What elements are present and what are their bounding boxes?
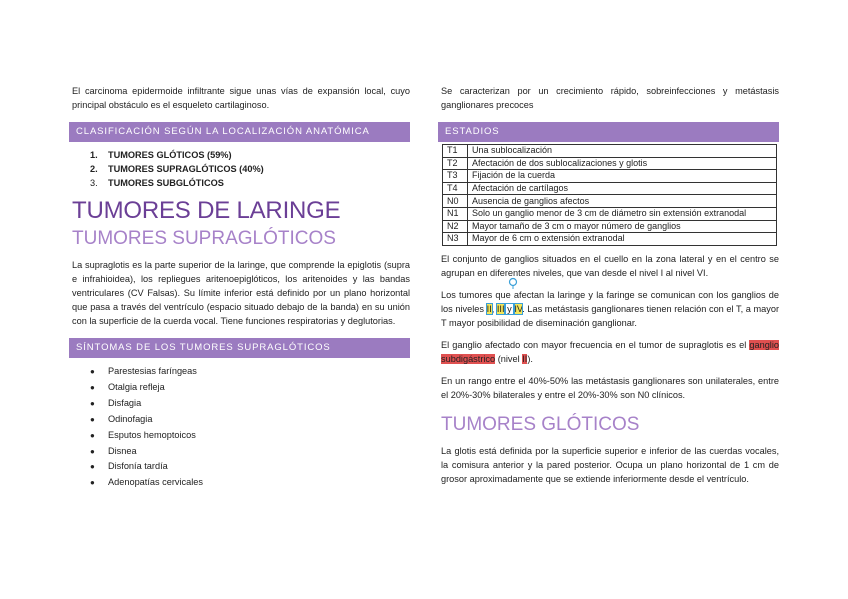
left-column bbox=[72, 84, 410, 491]
list-item: 1. TUMORES GLÓTICOS (59%) bbox=[90, 150, 232, 160]
table-row: T1 Una sublocalización bbox=[443, 145, 777, 158]
table-row: N1 Solo un ganglio menor de 3 cm de diámetro sin extensión extranodal bbox=[443, 207, 777, 220]
table-row: N3 Mayor de 6 cm o extensión extranodal bbox=[443, 233, 777, 246]
sintomas-list bbox=[90, 364, 410, 491]
highlight-nivel-IV: IV bbox=[514, 303, 523, 314]
list-item: ● Disfonía tardía bbox=[90, 461, 168, 472]
highlight-nivel-III: III bbox=[496, 303, 505, 314]
clasificacion-header: CLASIFICACIÓN SEGÚN LA LOCALIZACIÓN ANATÓMICA bbox=[69, 122, 410, 142]
comment-annotation-icon[interactable] bbox=[507, 277, 519, 289]
list-item: 3. TUMORES SUBGLÓTICOS bbox=[90, 178, 224, 188]
ganglios-paragraph: El conjunto de ganglios situados en el cuello en la zona lateral y en el centro se agrupan en diferentes niveles, que van desde el nivel I al nivel VI. bbox=[441, 253, 779, 278]
sintomas-header: SÍNTOMAS DE LOS TUMORES SUPRAGLÓTICOS bbox=[69, 338, 410, 358]
list-item: ● Otalgia refleja bbox=[90, 381, 165, 392]
page-title: TUMORES DE LARINGE bbox=[72, 197, 341, 224]
list-item: ● Parestesias faríngeas bbox=[90, 366, 197, 376]
intro-paragraph-right: Se caracterizan por un crecimiento rápido, sobreinfecciones y metástasis ganglionares precoces bbox=[441, 86, 779, 110]
intro-paragraph: El carcinoma epidermoide infiltrante sigue unas vías de expansión local, cuyo principal obstáculo es el esqueleto cartilaginoso. bbox=[72, 86, 410, 110]
list-item: ● Disnea bbox=[90, 445, 137, 456]
supraglotis-paragraph: La supraglotis es la parte superior de la laringe, que comprende la epiglotis (supra e infrahioidea), los repliegues aritenoepiglóticos, los aritenoides y las bandas ventriculares (CV Falsas). Su límite inferior está definido por un plano horizontal que pasa a través del ventrículo (espacio situado debajo de la banda) en su unión con la superficie de la cuerda vocal. Tiene funciones respiratorias y deglutorias. bbox=[72, 260, 410, 326]
highlight-nivel-II: II bbox=[486, 303, 492, 314]
section-title-supragloticos: TUMORES SUPRAGLÓTICOS bbox=[72, 228, 336, 249]
clasificacion-list bbox=[90, 148, 410, 190]
list-item: ● Esputos hemoptoicos bbox=[90, 429, 196, 440]
highlight-nivel-II-red: II bbox=[522, 353, 528, 364]
list-item: ● Adenopatías cervicales bbox=[90, 477, 203, 488]
table-row: T3 Fijación de la cuerda bbox=[443, 170, 777, 183]
glotis-paragraph: La glotis está definida por la superficie superior e inferior de las cuerdas vocales, la comisura anterior y la pared posterior. Ocupa un plano horizontal de 1 cm de grosor aproximadamente que se extiende inferiormente desde el ventrículo. bbox=[441, 445, 779, 484]
estadios-header: ESTADIOS bbox=[438, 122, 779, 142]
rango-paragraph: En un rango entre el 40%-50% las metástasis ganglionares son unilaterales, entre el 20%-30% bilaterales y entre el 20%-30% son N0 clínicos. bbox=[441, 375, 779, 400]
list-item: 2. TUMORES SUPRAGLÓTICOS (40%) bbox=[90, 164, 264, 174]
highlight-subdigastrico: subdigástrico bbox=[441, 353, 496, 364]
table-row: N0 Ausencia de ganglios afectos bbox=[443, 195, 777, 208]
table-row: N2 Mayor tamaño de 3 cm o mayor número de ganglios bbox=[443, 220, 777, 233]
table-row: T4 Afectación de cartílagos bbox=[443, 182, 777, 195]
list-item: ● Disfagia bbox=[90, 397, 142, 408]
estadios-table bbox=[442, 144, 777, 246]
table-row: T2 Afectación de dos sublocalizaciones y glotis bbox=[443, 157, 777, 170]
section-title-gloticos: TUMORES GLÓTICOS bbox=[441, 413, 640, 435]
list-item: ● Odinofagia bbox=[90, 413, 153, 424]
highlight-ganglio: ganglio bbox=[749, 339, 779, 350]
right-column bbox=[441, 84, 779, 486]
subdigastrico-paragraph: El ganglio afectado con mayor frecuencia en el tumor de supraglotis es el ganglio subdigástrico (nivel II). bbox=[441, 339, 779, 364]
niveles-paragraph: Los tumores que afectan la laringe y la faringe se comunican con los ganglios de los niveles II, III y IV. Las metástasis ganglionares tienen relación con el T, a mayor T mayor posibilidad de diseminación ganglionar. bbox=[441, 288, 779, 330]
